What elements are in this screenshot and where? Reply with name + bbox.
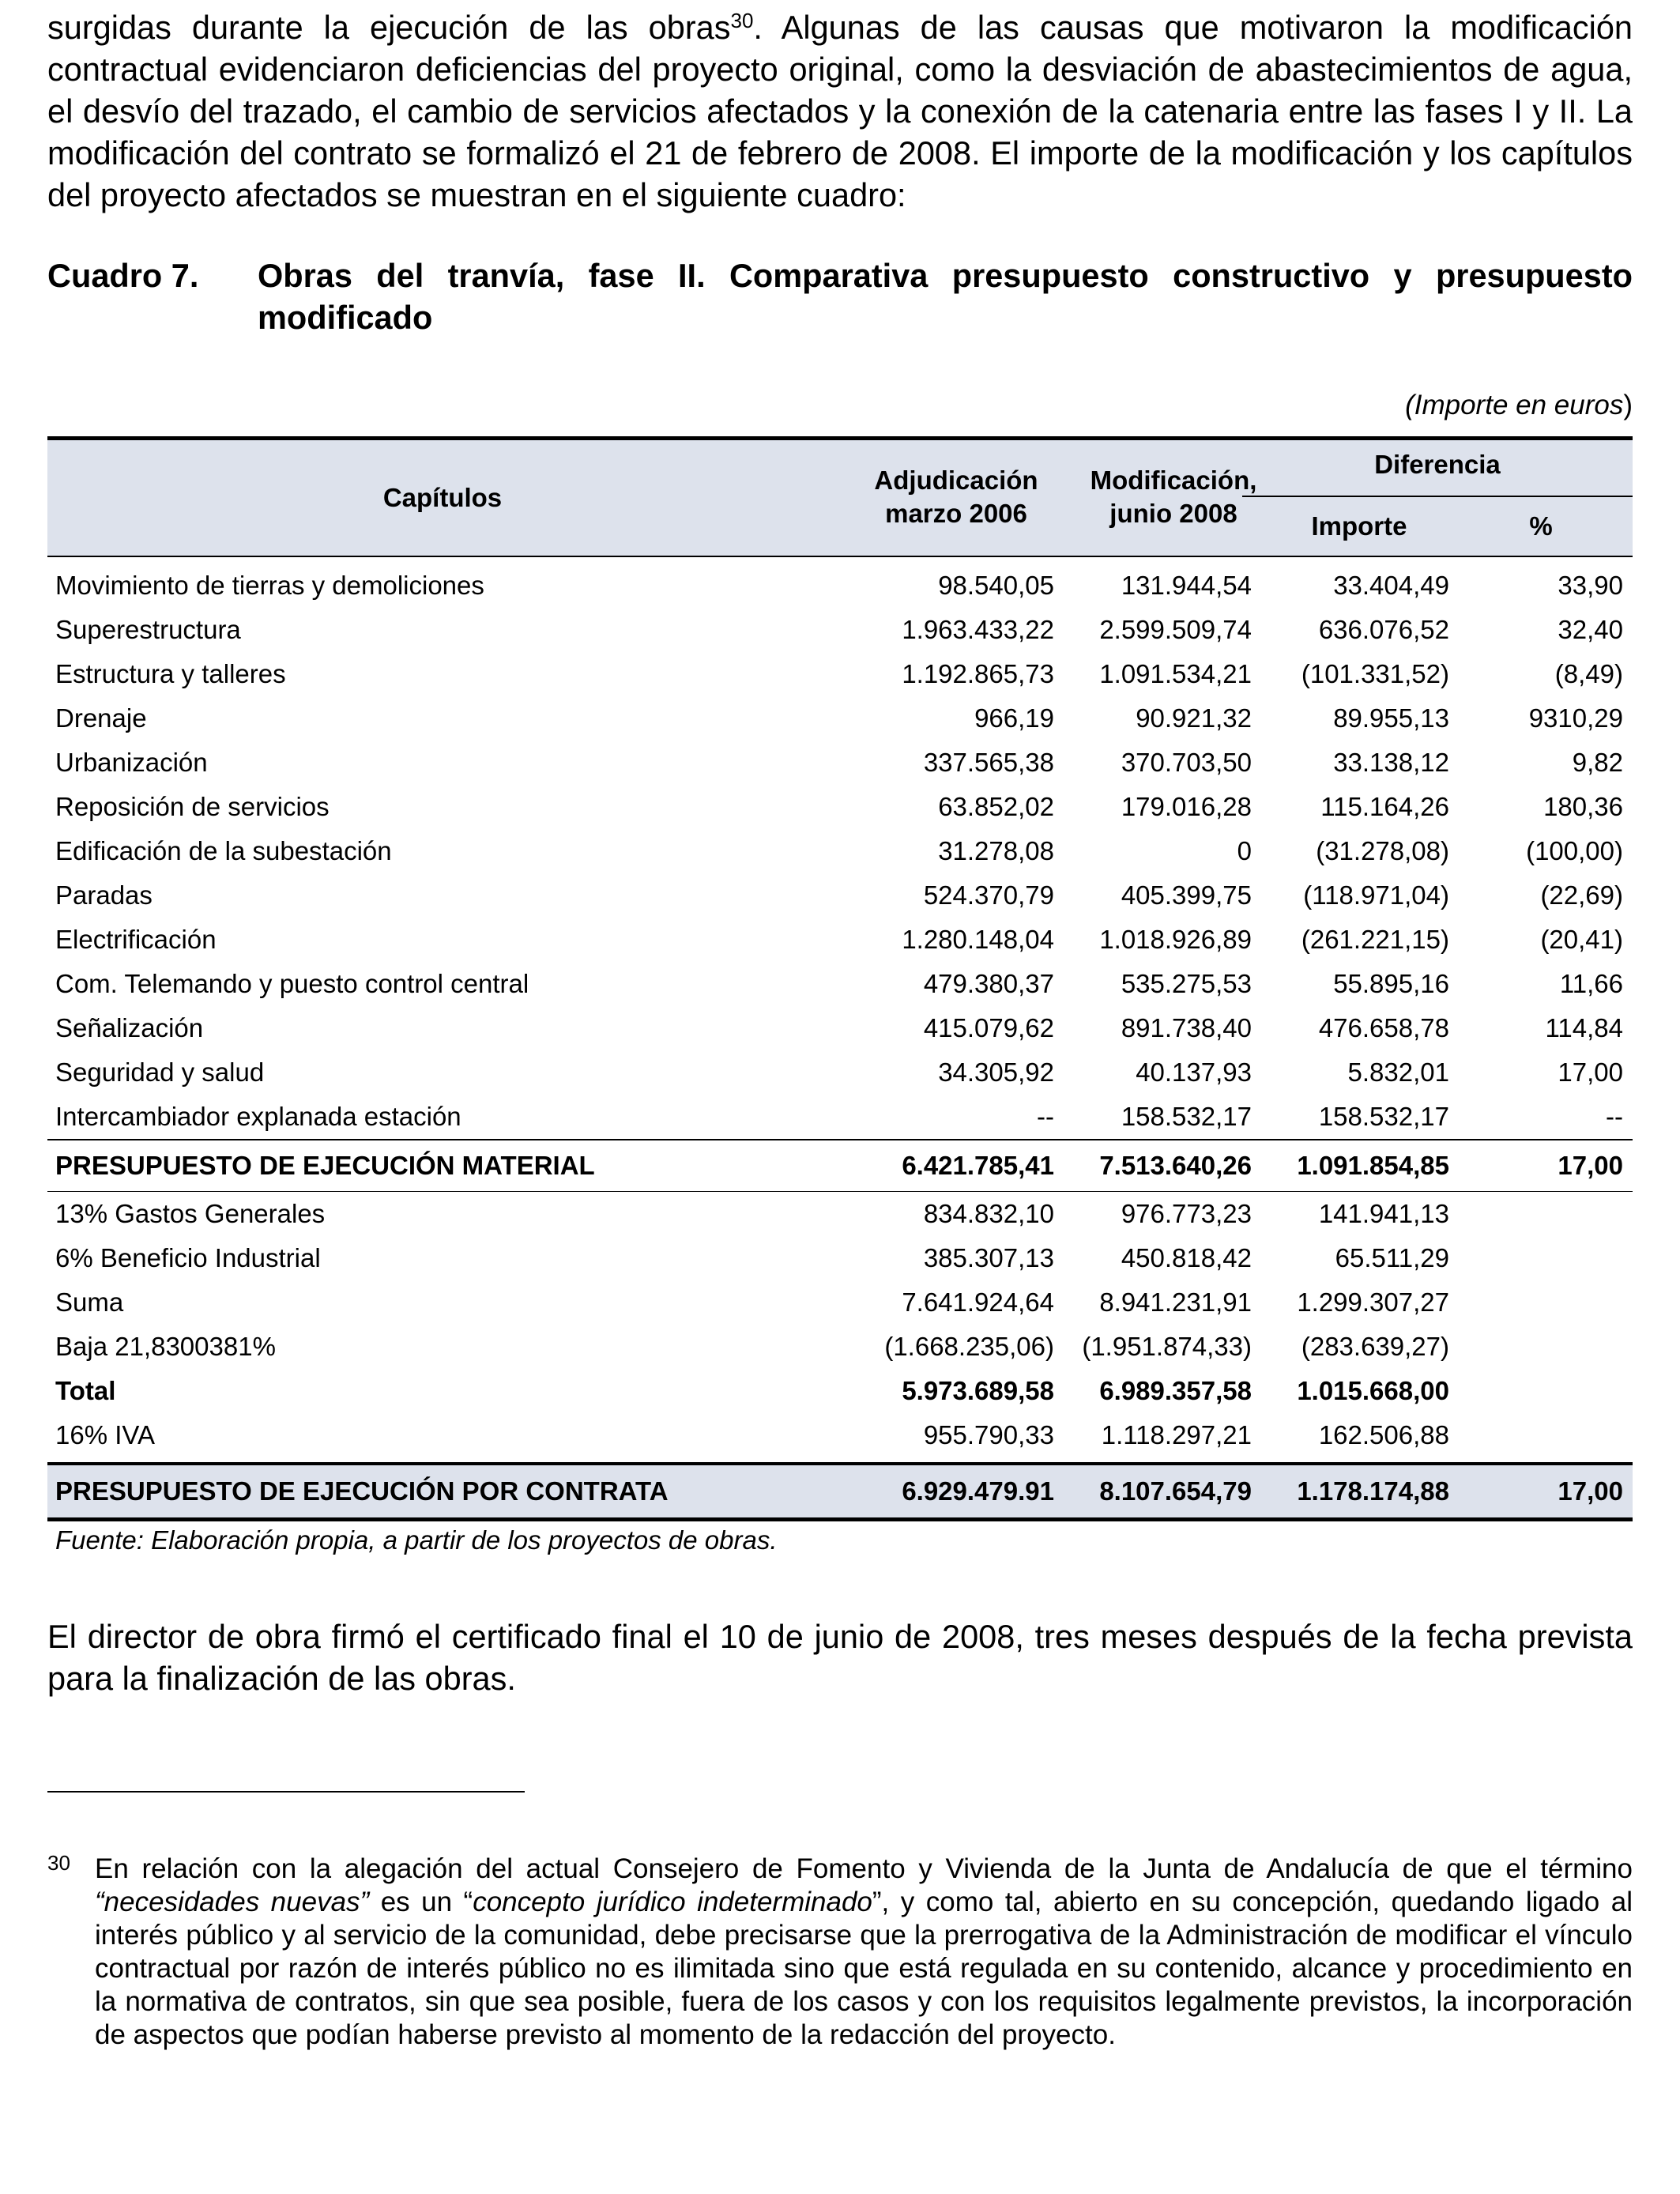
row-label: Urbanización — [55, 748, 208, 777]
diferencia-importe: 636.076,52 — [1318, 615, 1449, 644]
diferencia-percent: 11,66 — [1559, 969, 1623, 998]
diferencia-percent: 33,90 — [1558, 571, 1623, 600]
row-label: Superestructura — [55, 615, 241, 644]
header-diferencia: Diferencia — [1374, 450, 1501, 479]
adjudicacion-value: 6.929.479.91 — [902, 1476, 1054, 1506]
table-row — [47, 1191, 1633, 1236]
modificacion-value: (1.951.874,33) — [1082, 1332, 1252, 1361]
table-row — [47, 785, 1633, 829]
total-row — [47, 1369, 1633, 1413]
modificacion-value: 405.399,75 — [1121, 880, 1252, 910]
adjudicacion-value: 1.280.148,04 — [902, 925, 1054, 954]
table-row — [47, 652, 1633, 696]
row-label: Seguridad y salud — [55, 1057, 265, 1087]
adjudicacion-value: 337.565,38 — [923, 748, 1054, 777]
modificacion-value: 90.921,32 — [1136, 703, 1252, 733]
header-capitulos: Capítulos — [382, 483, 503, 512]
modificacion-value: 1.091.534,21 — [1099, 659, 1252, 688]
modificacion-value: 7.513.640,26 — [1099, 1151, 1252, 1180]
row-label: Movimiento de tierras y demoliciones — [55, 571, 484, 600]
diferencia-importe: 141.941,13 — [1318, 1199, 1449, 1228]
units-close: ) — [1623, 390, 1633, 420]
diferencia-importe: (31.278,08) — [1316, 836, 1449, 865]
diferencia-importe: (283.639,27) — [1301, 1332, 1449, 1361]
modificacion-value: 0 — [1237, 836, 1252, 865]
modificacion-value: 976.773,23 — [1121, 1199, 1252, 1228]
diferencia-importe: 162.506,88 — [1318, 1420, 1449, 1449]
header-divider — [1242, 496, 1633, 497]
table-row — [47, 829, 1633, 873]
adjudicacion-value: 415.079,62 — [923, 1013, 1054, 1042]
adjudicacion-value: 34.305,92 — [938, 1057, 1054, 1087]
adjudicacion-value: 7.641.924,64 — [902, 1287, 1054, 1317]
diferencia-percent: 9,82 — [1572, 748, 1623, 777]
footnote-text — [95, 1853, 1633, 2052]
diferencia-importe: 115.164,26 — [1320, 792, 1449, 821]
table-row — [47, 608, 1633, 652]
row-label: Reposición de servicios — [55, 792, 330, 821]
adjudicacion-value: -- — [1037, 1102, 1054, 1131]
footnote-text-part: es un “ — [369, 1887, 473, 1917]
footnote-separator — [47, 1791, 525, 1793]
modificacion-value: 1.018.926,89 — [1099, 925, 1252, 954]
modificacion-value: 1.118.297,21 — [1101, 1420, 1252, 1449]
diferencia-percent: 17,00 — [1558, 1476, 1623, 1506]
diferencia-importe: (101.331,52) — [1301, 659, 1449, 688]
modificacion-value: 131.944,54 — [1121, 571, 1252, 600]
modificacion-value: 158.532,17 — [1121, 1102, 1252, 1131]
caption-title: Obras del tranvía, fase II. Comparativa presupuesto constructivo y presupuesto modificado — [258, 257, 1633, 336]
diferencia-percent: 32,40 — [1558, 615, 1623, 644]
table-row — [47, 564, 1633, 608]
row-label: Estructura y talleres — [55, 659, 286, 688]
footnote-reference[interactable]: 30 — [730, 9, 754, 32]
diferencia-percent: (100,00) — [1526, 836, 1623, 865]
row-label: PRESUPUESTO DE EJECUCIÓN MATERIAL — [55, 1151, 595, 1180]
adjudicacion-value: 5.973.689,58 — [902, 1376, 1054, 1405]
modificacion-value: 8.941.231,91 — [1099, 1287, 1252, 1317]
modificacion-value: 450.818,42 — [1121, 1243, 1252, 1272]
modificacion-value: 6.989.357,58 — [1099, 1376, 1252, 1405]
row-label: 16% IVA — [55, 1420, 155, 1449]
row-label: Total — [55, 1376, 116, 1405]
diferencia-percent: 180,36 — [1543, 792, 1623, 821]
diferencia-importe: 5.832,01 — [1347, 1057, 1449, 1087]
table-row — [47, 962, 1633, 1006]
table-row — [47, 1095, 1633, 1139]
adjudicacion-value: 385.307,13 — [923, 1243, 1054, 1272]
pem-row — [47, 1139, 1633, 1191]
row-label: Com. Telemando y puesto control central — [55, 969, 529, 998]
adjudicacion-value: (1.668.235,06) — [884, 1332, 1054, 1361]
units-text: (Importe en euros — [1405, 390, 1624, 420]
row-label: PRESUPUESTO DE EJECUCIÓN POR CONTRATA — [55, 1476, 669, 1506]
table-row — [47, 1280, 1633, 1325]
intro-paragraph — [47, 6, 1633, 216]
caption-number: Cuadro 7. — [47, 257, 199, 294]
diferencia-importe: 158.532,17 — [1318, 1102, 1449, 1131]
row-label: Edificación de la subestación — [55, 836, 392, 865]
diferencia-percent: (22,69) — [1540, 880, 1623, 910]
row-label: Baja 21,8300381% — [55, 1332, 276, 1361]
diferencia-importe: 1.091.854,85 — [1297, 1151, 1449, 1180]
modificacion-value: 535.275,53 — [1121, 969, 1252, 998]
row-label: Drenaje — [55, 703, 147, 733]
footnote-text-part: ”, y como tal, abierto en su concepción, quedando ligado al interés público y al servicio de la comunidad, debe precisarse que la prerrogativa de la Administración de modificar el vínculo contractual por razón de interés público no es ilimitada sino que está regulada en su contenido, alcance y procedimiento en la normativa de contratos, sin que sea posible, fuera de los casos y con los requisitos legalmente previstos, la incorporación de aspectos que podían haberse previsto al momento de la redacción del proyecto. — [95, 1887, 1633, 2050]
footnote-italic-term: “necesidades nuevas” — [95, 1887, 370, 1917]
budget-table — [47, 436, 1633, 1521]
adjudicacion-value: 6.421.785,41 — [902, 1151, 1054, 1180]
adjudicacion-value: 966,19 — [974, 703, 1054, 733]
table-row — [47, 741, 1633, 785]
adjudicacion-value: 63.852,02 — [938, 792, 1054, 821]
adjudicacion-value: 834.832,10 — [923, 1199, 1054, 1228]
table-source: Fuente: Elaboración propia, a partir de los proyectos de obras. — [55, 1525, 778, 1555]
table-row — [47, 873, 1633, 918]
intro-text-start: surgidas durante la ejecución de las obras — [47, 9, 731, 46]
diferencia-percent: 17,00 — [1558, 1057, 1623, 1087]
table-header — [47, 436, 1633, 557]
modificacion-value: 179.016,28 — [1121, 792, 1252, 821]
diferencia-importe: 55.895,16 — [1333, 969, 1449, 998]
footnote-italic-term: concepto jurídico indeterminado — [473, 1887, 872, 1917]
table-row — [47, 696, 1633, 741]
diferencia-percent: 114,84 — [1545, 1013, 1623, 1042]
diferencia-importe: 1.299.307,27 — [1297, 1287, 1449, 1317]
adjudicacion-value: 479.380,37 — [923, 969, 1054, 998]
iva-row — [47, 1413, 1633, 1457]
modificacion-value: 891.738,40 — [1121, 1013, 1252, 1042]
diferencia-percent: (20,41) — [1540, 925, 1623, 954]
diferencia-importe: 1.015.668,00 — [1297, 1376, 1449, 1405]
intro-text-end: . Algunas de las causas que motivaron la modificación contractual evidenciaron deficiencias del proyecto original, como la desviación de abastecimientos de agua, el desvío del trazado, el cambio de servicios afectados y la conexión de la catenaria entre las fases I y II. La modificación del contrato se formalizó el 21 de febrero de 2008. El importe de la modificación y los capítulos del proyecto afectados se muestran en el siguiente cuadro: — [47, 9, 1633, 213]
header-modificacion: Modificación, junio 2008 — [1090, 466, 1257, 528]
row-label: Paradas — [55, 880, 153, 910]
diferencia-importe: 65.511,29 — [1335, 1243, 1449, 1272]
pec-row — [47, 1462, 1633, 1521]
row-label: Suma — [55, 1287, 124, 1317]
row-label: Intercambiador explanada estación — [55, 1102, 461, 1131]
header-adjudicacion: Adjudicación marzo 2006 — [874, 466, 1038, 528]
diferencia-importe: (118.971,04) — [1303, 880, 1449, 910]
row-label: 13% Gastos Generales — [55, 1199, 326, 1228]
adjudicacion-value: 524.370,79 — [923, 880, 1054, 910]
closing-paragraph: El director de obra firmó el certificado final el 10 de junio de 2008, tres meses después de la fecha prevista para la finalización de las obras. — [47, 1618, 1633, 1697]
diferencia-importe: (261.221,15) — [1301, 925, 1449, 954]
diferencia-percent: (8,49) — [1554, 659, 1623, 688]
modificacion-value: 2.599.509,74 — [1099, 615, 1252, 644]
table-row — [47, 1050, 1633, 1095]
table-row — [47, 1236, 1633, 1280]
row-label: 6% Beneficio Industrial — [55, 1243, 321, 1272]
diferencia-importe: 476.658,78 — [1318, 1013, 1449, 1042]
modificacion-value: 8.107.654,79 — [1099, 1476, 1252, 1506]
adjudicacion-value: 1.963.433,22 — [902, 615, 1054, 644]
diferencia-percent: 17,00 — [1558, 1151, 1623, 1180]
header-importe: Importe — [1311, 511, 1407, 541]
diferencia-importe: 1.178.174,88 — [1297, 1476, 1449, 1506]
table-row — [47, 918, 1633, 962]
adjudicacion-value: 955.790,33 — [923, 1420, 1054, 1449]
diferencia-percent: 9310,29 — [1528, 703, 1623, 733]
row-label: Electrificación — [55, 925, 217, 954]
diferencia-importe: 33.404,49 — [1333, 571, 1449, 600]
modificacion-value: 40.137,93 — [1136, 1057, 1252, 1087]
table-row — [47, 1006, 1633, 1050]
diferencia-importe: 89.955,13 — [1333, 703, 1449, 733]
adjudicacion-value: 1.192.865,73 — [902, 659, 1054, 688]
units-note — [1405, 387, 1633, 423]
header-percent: % — [1529, 511, 1553, 541]
table-row — [47, 1325, 1633, 1369]
diferencia-percent: -- — [1606, 1102, 1623, 1131]
footnote-text-part: En relación con la alegación del actual Consejero de Fomento y Vivienda de la Junta de Andalucía de que el término — [95, 1853, 1633, 1884]
modificacion-value: 370.703,50 — [1121, 748, 1252, 777]
row-label: Señalización — [55, 1013, 204, 1042]
adjudicacion-value: 31.278,08 — [938, 836, 1054, 865]
table-body — [47, 564, 1633, 1521]
adjudicacion-value: 98.540,05 — [938, 571, 1054, 600]
footnote-number: 30 — [47, 1851, 70, 1875]
diferencia-importe: 33.138,12 — [1333, 748, 1449, 777]
